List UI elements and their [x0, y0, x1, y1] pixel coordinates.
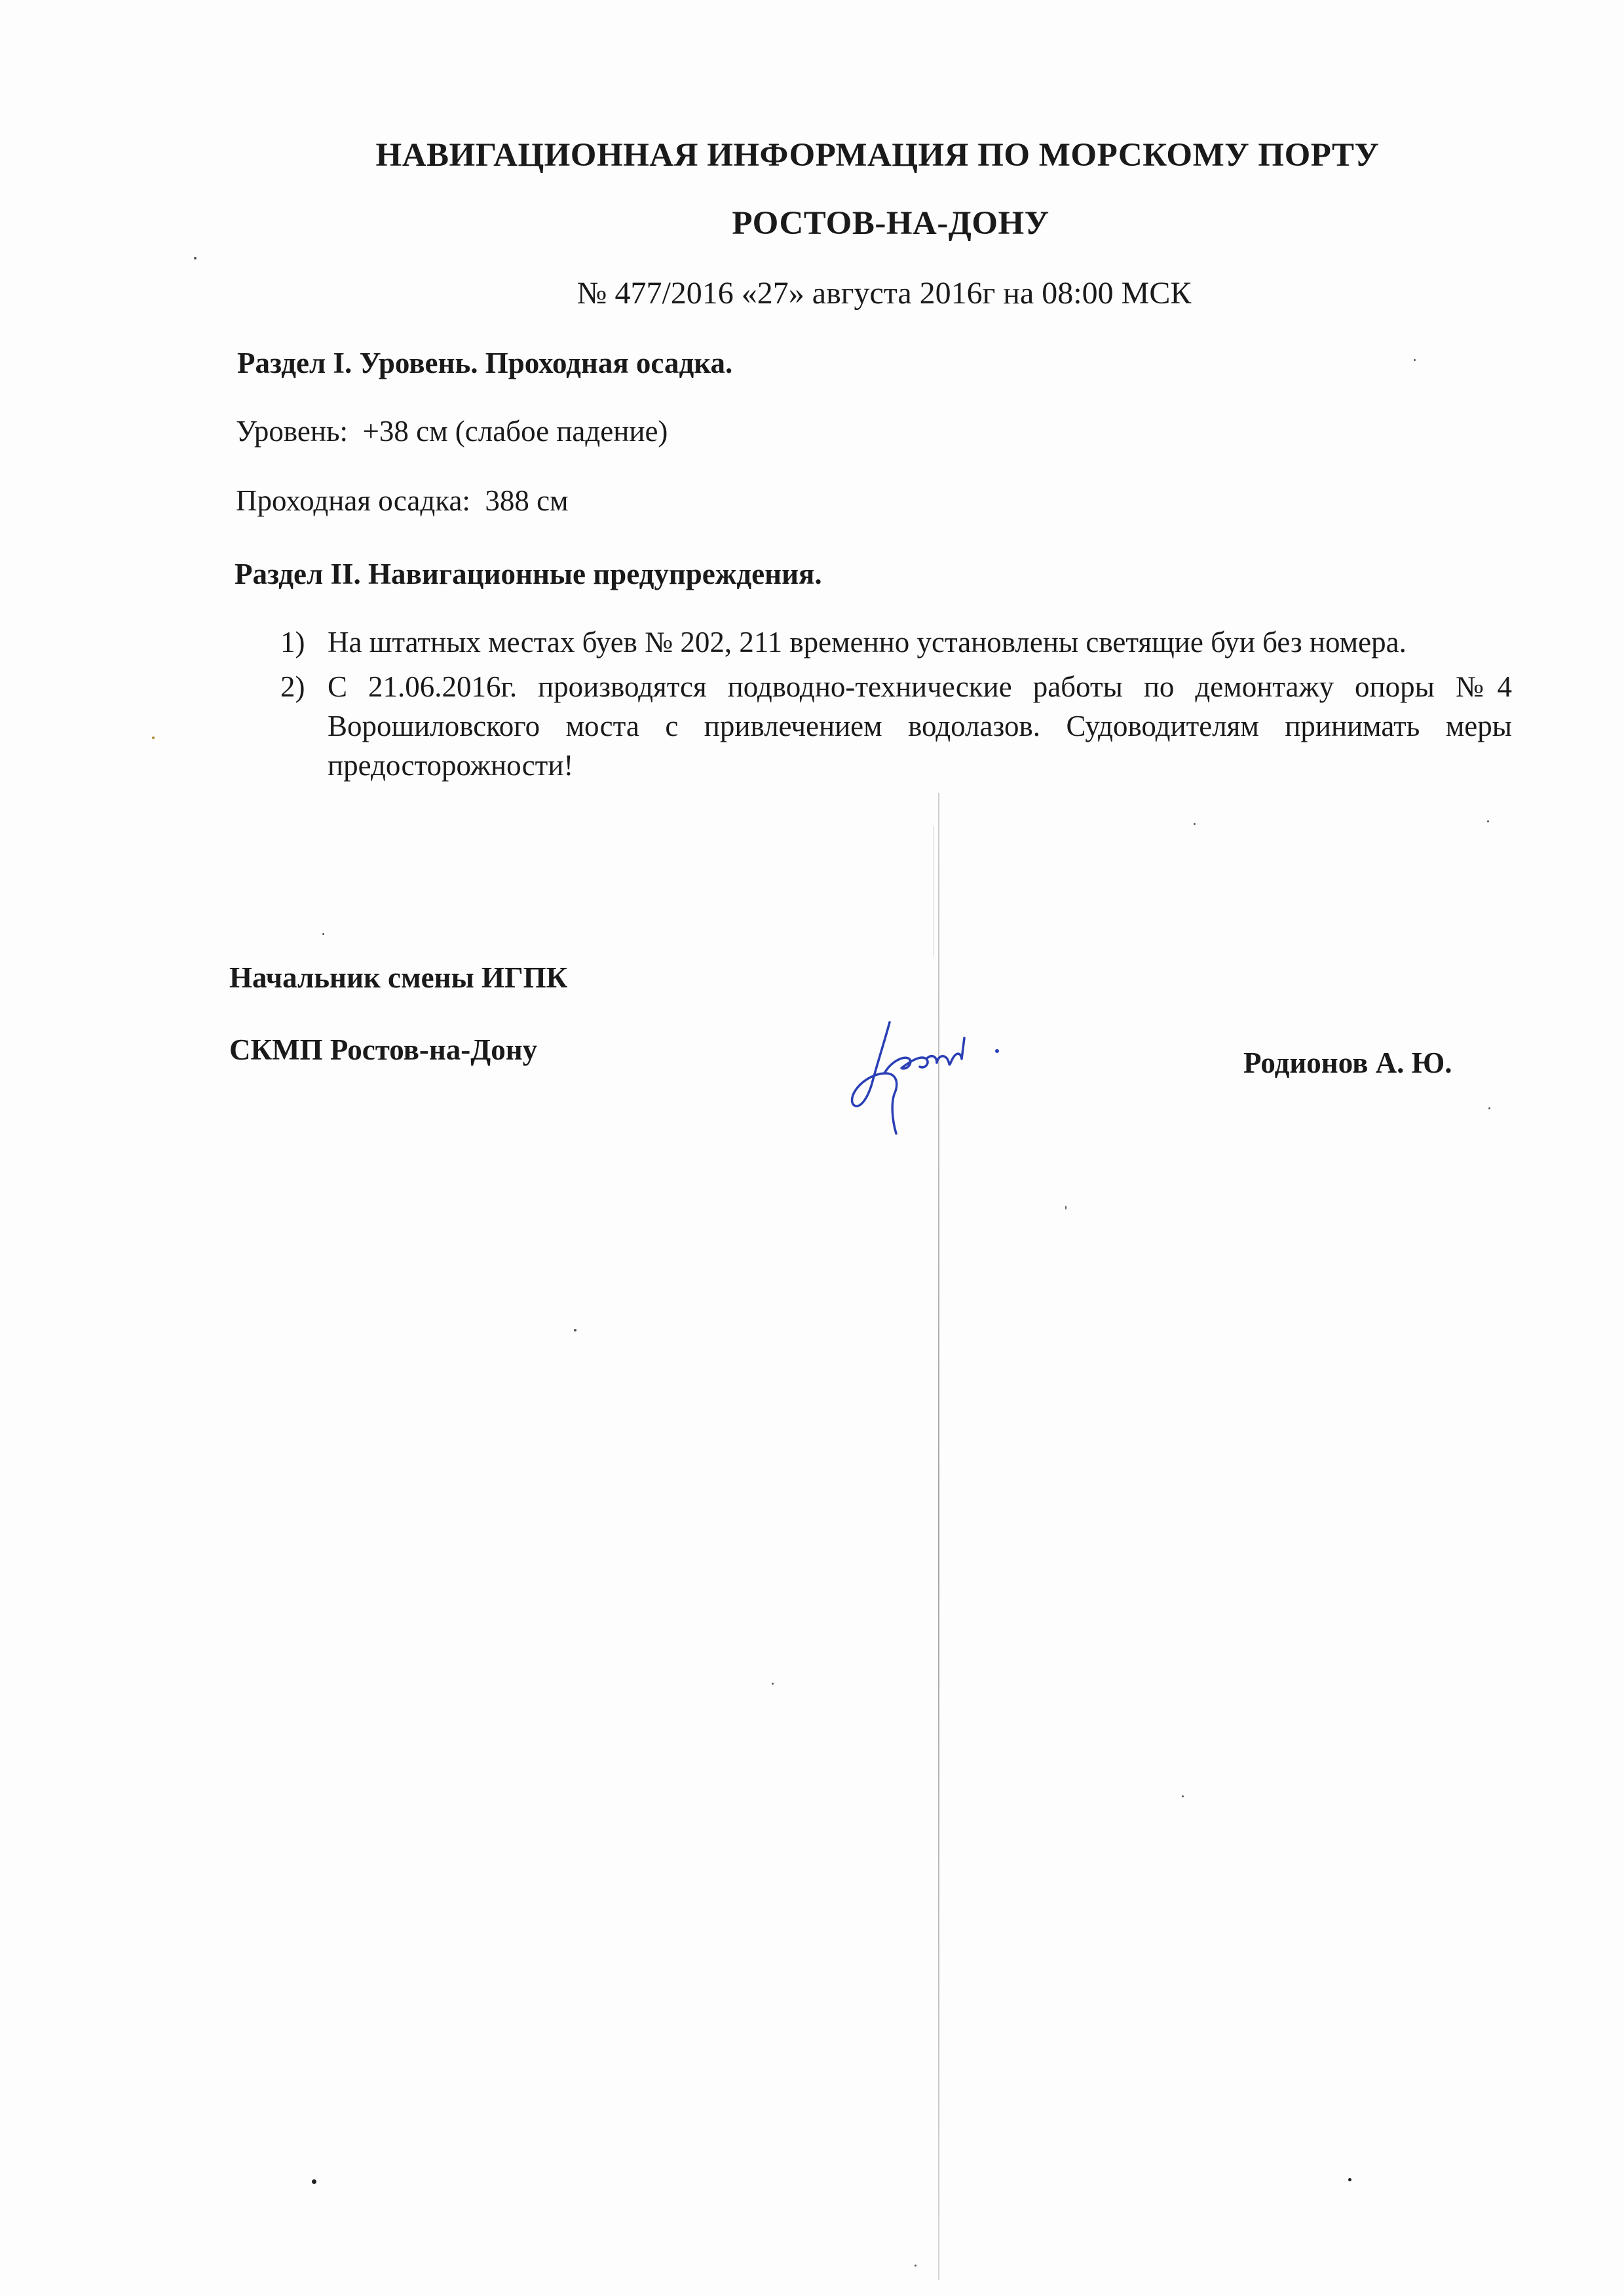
document-number-date: № 477/2016 «27» августа 2016г на 08:00 МСК [576, 276, 1192, 311]
passage-draft-line: Проходная осадка: 388 см [236, 484, 569, 517]
warning-item [280, 667, 1512, 785]
scan-speck [772, 1683, 774, 1685]
scan-speck [322, 933, 324, 935]
scan-speck [1194, 823, 1196, 825]
warning-number: 1) [280, 626, 305, 659]
warning-text: С 21.06.2016г. производятся подводно-технические работы по демонтажу опоры №4 Ворошиловского моста с привлечением водолазов. Судоводителям принимать меры предосторожности! [328, 670, 1512, 782]
scan-speck [1488, 1107, 1490, 1109]
scan-speck [1487, 820, 1489, 822]
scan-speck [152, 737, 155, 739]
section2-heading: Раздел II. Навигационные предупреждения. [235, 558, 822, 590]
warning-item [280, 622, 1512, 662]
scan-speck [574, 1329, 576, 1331]
signer-name: Родионов А. Ю. [1243, 1046, 1452, 1079]
scan-fold-mark [933, 826, 934, 957]
handwritten-signature [839, 996, 1022, 1140]
scan-speck [915, 2265, 916, 2267]
scan-speck [312, 2179, 316, 2184]
document-title-line1: НАВИГАЦИОННАЯ ИНФОРМАЦИЯ ПО МОРСКОМУ ПОРТУ [375, 137, 1380, 174]
signer-position-line1: Начальник смены ИГПК [229, 961, 568, 994]
signer-position-line2: СКМП Ростов-на-Дону [229, 1033, 538, 1066]
water-level-line: Уровень: +38 см (слабое падение) [236, 415, 668, 448]
scan-speck [1348, 2178, 1351, 2181]
warning-number: 2) [280, 670, 305, 703]
scan-speck [194, 257, 197, 259]
warnings-list [280, 622, 1512, 790]
section1-heading: Раздел I. Уровень. Проходная осадка. [237, 347, 733, 379]
warning-text: На штатных местах буев № 202, 211 временно установлены светящие буи без номера. [328, 626, 1407, 659]
scan-speck [1414, 359, 1416, 361]
scan-speck [1065, 1206, 1067, 1210]
document-title-line2: РОСТОВ-НА-ДОНУ [732, 205, 1049, 242]
scan-speck [1182, 1795, 1184, 1797]
